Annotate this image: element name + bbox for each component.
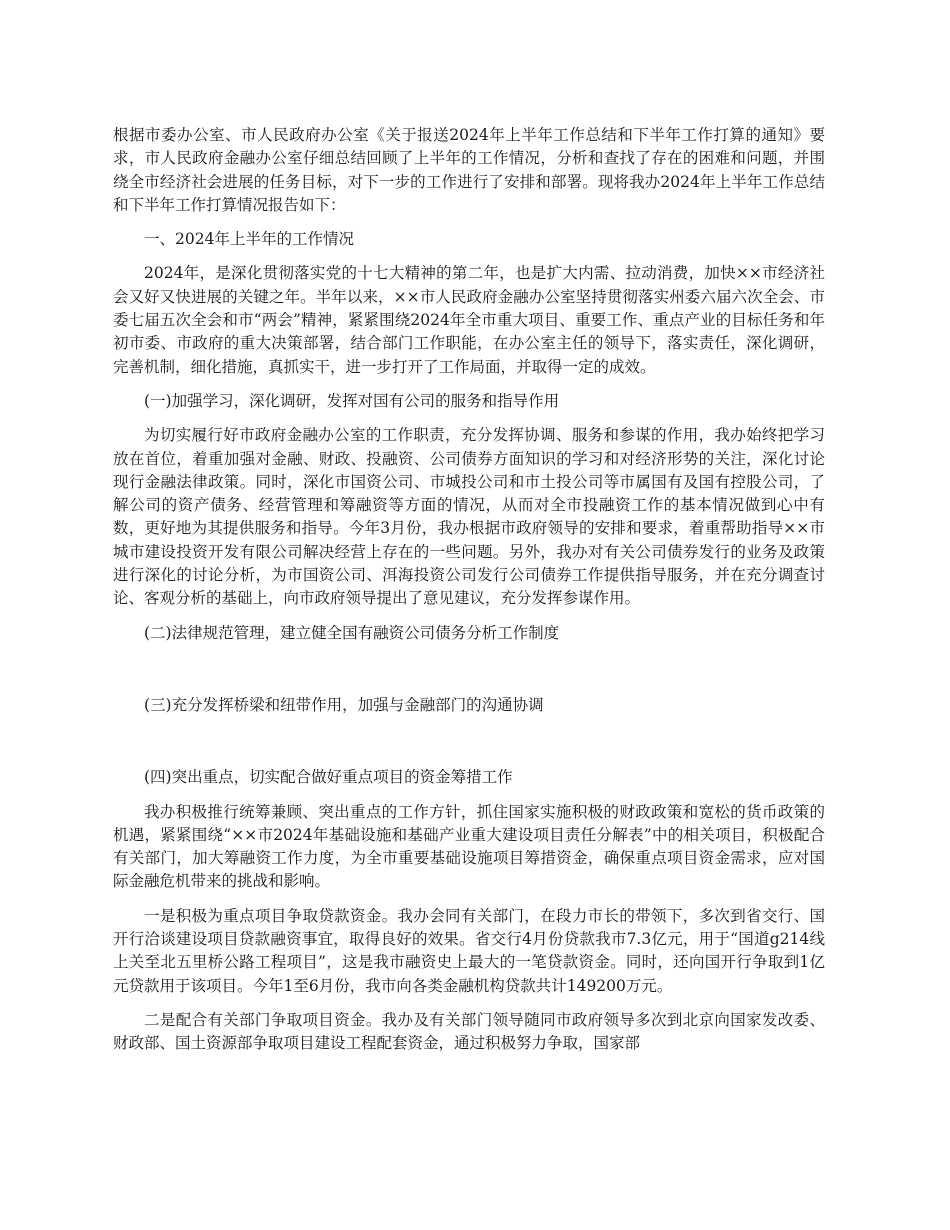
subsection-heading-4: (四)突出重点，切实配合做好重点项目的资金筹措工作: [144, 768, 513, 787]
section-heading-1: 一、2024年上半年的工作情况: [144, 230, 354, 249]
item-1-paragraph: 一是积极为重点项目争取贷款资金。我办会同有关部门，在段力市长的带领下，多次到省交行、国开行洽谈建设项目贷款融资事宜，取得良好的效果。省交行4月份贷款我市7.3亿元，用于“国道g214线上关至北五里桥公路工程项目”，这是我市融资史上最大的一笔贷款资金。同时，还向国开行争取到1亿元贷款用于该项目。今年1至6月份，我市向各类金融机构贷款共计149200万元。: [113, 906, 825, 995]
item-2-paragraph: 二是配合有关部门争取项目资金。我办及有关部门领导随同市政府领导多次到北京向国家发改委、财政部、国土资源部争取项目建设工程配套资金，通过积极努力争取，国家部: [113, 1010, 825, 1053]
intro-paragraph: 根据市委办公室、市人民政府办公室《关于报送2024年上半年工作总结和下半年工作打算的通知》要求，市人民政府金融办公室仔细总结回顾了上半年的工作情况，分析和查找了存在的困难和问题，并围绕全市经济社会进展的任务目标，对下一步的工作进行了安排和部署。现将我办2024年上半年工作总结和下半年工作打算情况报告如下：: [113, 126, 825, 214]
section-1-paragraph: 2024年，是深化贯彻落实党的十七大精神的第二年，也是扩大内需、拉动消费，加快××市经济社会又好又快进展的关键之年。半年以来，××市人民政府金融办公室坚持贯彻落实州委六届六次全会、市委七届五次全会和市“两会”精神，紧紧围绕2024年全市重大项目、重要工作、重点产业的目标任务和年初市委、市政府的重大决策部署，结合部门工作职能，在办公室主任的领导下，落实责任，深化调研，完善机制，细化措施，真抓实干，进一步打开了工作局面，并取得一定的成效。: [113, 264, 825, 376]
subsection-4-paragraph: 我办积极推行统筹兼顾、突出重点的工作方针，抓住国家实施积极的财政政策和宽松的货币政策的机遇，紧紧围绕“××市2024年基础设施和基础产业重大建设项目责任分解表”中的相关项目，积极配合有关部门，加大筹融资工作力度，为全市重要基础设施项目筹措资金，确保重点项目资金需求，应对国际金融危机带来的挑战和影响。: [113, 802, 825, 891]
blank-gap: [113, 728, 825, 766]
subsection-heading-1: (一)加强学习，深化调研，发挥对国有公司的服务和指导作用: [144, 391, 560, 410]
subsection-heading-3: (三)充分发挥桥梁和纽带作用，加强与金融部门的沟通协调: [144, 695, 544, 714]
blank-gap: [113, 656, 825, 694]
document-page: [113, 124, 825, 1067]
subsection-heading-2: (二)法律规范管理，建立健全国有融资公司债务分析工作制度: [144, 623, 560, 642]
subsection-1-paragraph: 为切实履行好市政府金融办公室的工作职责，充分发挥协调、服务和参谋的作用，我办始终把学习放在首位，着重加强对金融、财政、投融资、公司债券方面知识的学习和对经济形势的关注，深化讨论现行金融法律政策。同时，深化市国资公司、市城投公司和市土投公司等市属国有及国有控股公司，了解公司的资产债务、经营管理和筹融资等方面的情况，从而对全市投融资工作的基本情况做到心中有数，更好地为其提供服务和指导。今年3月份，我办根据市政府领导的安排和要求，着重帮助指导××市城市建设投资开发有限公司解决经营上存在的一些问题。另外，我办对有关公司债券发行的业务及政策进行深化的讨论分析，为市国资公司、洱海投资公司发行公司债券工作提供指导服务，并在充分调查讨论、客观分析的基础上，向市政府领导提出了意见建议，充分发挥参谋作用。: [113, 426, 825, 608]
